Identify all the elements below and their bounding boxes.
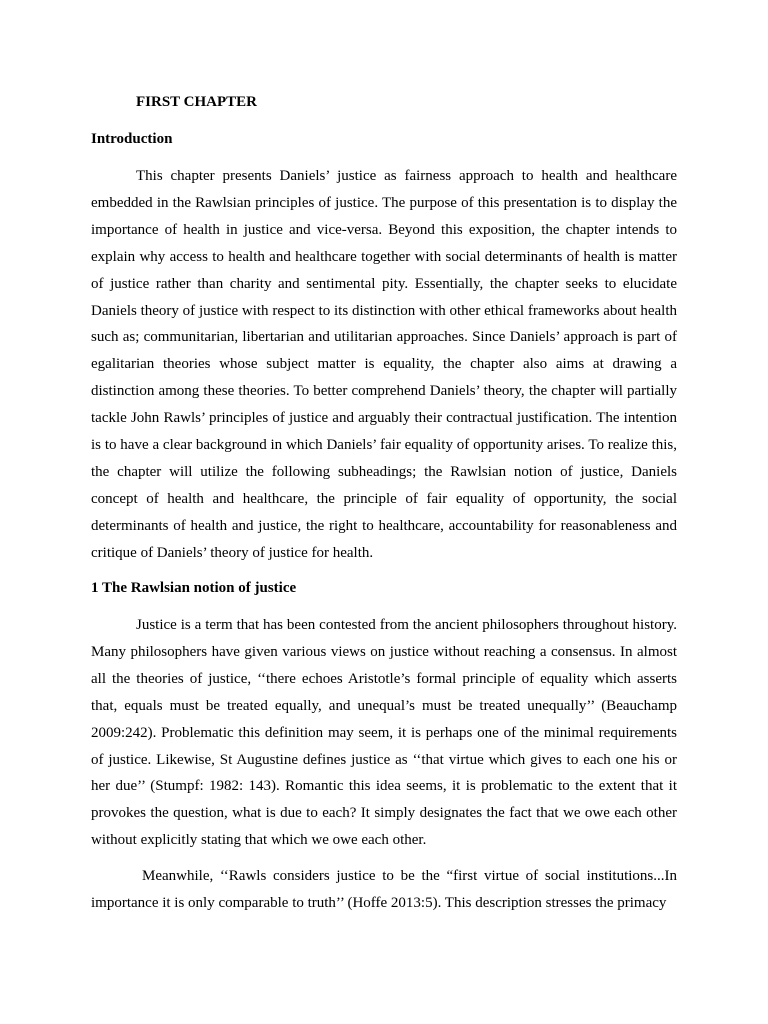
chapter-title: FIRST CHAPTER <box>136 94 257 110</box>
section-1-paragraph-1: Justice is a term that has been contested from the ancient philosophers throughout history. Many philosophers have given various views on justice without reaching a consensus. In almost all the theories of justice, ‘‘there echoes Aristotle’s formal principle of equality which asserts that, equals must be treated equally, and unequal’s must be treated unequally’’ (Beauchamp 2009:242). Problematic this definition may seem, it is perhaps one of the minimal requirements of justice. Likewise, St Augustine defines justice as ‘‘that virtue which gives to each one his or her due’’ (Stumpf: 1982: 143). Romantic this idea seems, it is problematic to the extent that it provokes the question, what is due to each? It simply designates the fact that we owe each other without explicitly stating that which we owe each other. <box>91 617 677 849</box>
intro-heading: Introduction <box>91 131 173 147</box>
section-1-paragraph-2: Meanwhile, ‘‘Rawls considers justice to be the “first virtue of social institutions...In importance it is only comparable to truth’’ (Hoffe 2013:5). This description stresses the primacy <box>91 868 677 911</box>
section-1-heading: 1 The Rawlsian notion of justice <box>91 580 297 596</box>
intro-paragraph: This chapter presents Daniels’ justice as fairness approach to health and healthcare embedded in the Rawlsian principles of justice. The purpose of this presentation is to display the importance of health in justice and vice-versa. Beyond this exposition, the chapter intends to explain why access to health and healthcare together with social determinants of health is matter of justice rather than charity and sentimental pity. Essentially, the chapter seeks to elucidate Daniels theory of justice with respect to its distinction with other ethical frameworks about health such as; communitarian, libertarian and utilitarian approaches. Since Daniels’ approach is part of egalitarian theories whose subject matter is equality, the chapter also aims at drawing a distinction among these theories. To better comprehend Daniels’ theory, the chapter will partially tackle John Rawls’ principles of justice and arguably their contractual justification. The intention is to have a clear background in which Daniels’ fair equality of opportunity arises. To realize this, the chapter will utilize the following subheadings; the Rawlsian notion of justice, Daniels concept of health and healthcare, the principle of fair equality of opportunity, the social determinants of health and justice, the right to healthcare, accountability for reasonableness and critique of Daniels’ theory of justice for health. <box>91 168 677 561</box>
